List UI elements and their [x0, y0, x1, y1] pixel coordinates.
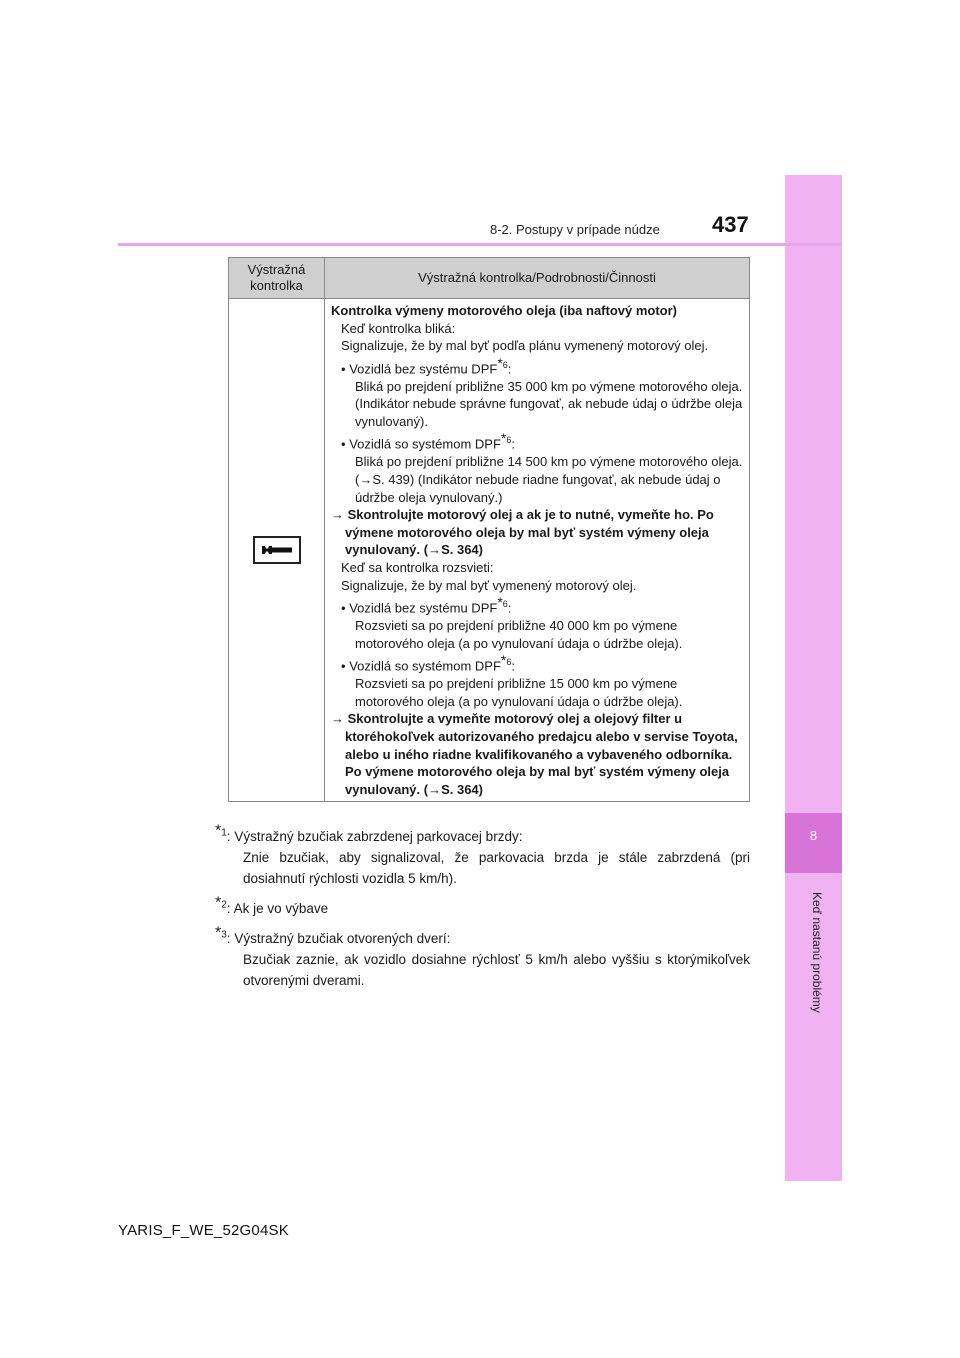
bullet-label: Vozidlá bez systému DPF — [349, 361, 498, 377]
footnote-title: Výstražný bzučiak zabrzdenej parkovacej brzdy: — [234, 829, 523, 844]
footnote-number: 3 — [221, 929, 227, 941]
lit-description: Signalizuje, že by mal byť vymenený motorový olej. — [341, 577, 637, 593]
bullet-body: Bliká po prejdení približne 35 000 km po výmene motorového oleja. (Indikátor nebude správne fungovať, ak nebude údaj o údržbe oleja vynulovaný). — [355, 378, 743, 429]
footnote: *$^2$: Ak je vo výbave — [215, 894, 329, 916]
footnote-ref: 6 — [502, 359, 508, 370]
page-number: 437 — [712, 212, 749, 237]
bullet-mark: • — [341, 600, 346, 616]
footnote-number: 2 — [221, 899, 227, 911]
table-header-row — [229, 258, 750, 299]
footnote-body: Bzučiak zaznie, ak vozidlo dosiahne rýchlosť 5 km/h alebo vyššiu s ktorýmikoľvek otvorenými dverami. — [243, 952, 750, 988]
bullet-label: Vozidlá so systémom DPF — [349, 436, 501, 452]
footnote-ref: 6 — [502, 599, 508, 610]
column-header-light: Výstražná kontrolka — [229, 258, 325, 299]
bullet-mark: • — [341, 436, 346, 452]
footnotes — [215, 822, 750, 1000]
arrow-icon: → — [331, 507, 344, 523]
row-title: Kontrolka výmeny motorového oleja (iba naftový motor) — [331, 303, 677, 318]
arrow-icon: → — [331, 711, 344, 727]
footnote-number: 1 — [221, 827, 227, 839]
action-body: Skontrolujte motorový olej a ak je to nutné, vymeňte ho. Po výmene motorového oleja by mal byť systém výmeny oleja vynulovaný. (→S. 364) — [345, 507, 714, 558]
list-item: • Vozidlá so systémom DPF*$^6$: — [341, 430, 515, 452]
footnote-title: Ak je vo výbave — [233, 901, 329, 916]
bullet-body: Bliká po prejdení približne 14 500 km po výmene motorového oleja. (→S. 439) (Indikátor nebude riadne fungovať, ak nebude údaj o údržbe oleja vynulovaný.) — [355, 454, 743, 505]
footnote: *$^3$: Výstražný bzučiak otvorených dverí: Bzučiak zaznie, ak vozidlo dosiahne rýchlosť 5 km/h alebo vyššiu s ktorýmikoľvek otvorenými dverami. — [215, 928, 750, 991]
bullet-mark: • — [341, 361, 346, 377]
document-code: YARIS_F_WE_52G04SK — [118, 1222, 289, 1239]
lit-label: Keď sa kontrolka rozsvieti: — [341, 559, 494, 575]
header-divider — [118, 243, 842, 246]
flash-label: Keď kontrolka bliká: — [341, 320, 456, 336]
wrench-icon-graphic — [259, 542, 295, 558]
footnote-ref: 6 — [506, 657, 512, 668]
flash-description: Signalizuje, že by mal byť podľa plánu vymenený motorový olej. — [341, 338, 709, 354]
footnote-title: Výstražný bzučiak otvorených dverí: — [234, 931, 451, 946]
footnote-ref: 6 — [506, 435, 512, 446]
column-header-details: Výstražná kontrolka/Podrobnosti/Činnosti — [325, 258, 750, 299]
chapter-title: Keď nastanú problémy — [810, 892, 824, 1013]
footnote: *$^1$: Výstražný bzučiak zabrzdenej parkovacej brzdy: Znie bzučiak, aby signalizoval, že parkovacia brzda je stále zabrzdená (pri dosiahnutí rýchlosti vozidla 5 km/h). — [215, 826, 750, 889]
list-item: • Vozidlá bez systému DPF*$^6$: — [341, 594, 512, 616]
bullet-mark: • — [341, 658, 346, 674]
details-cell — [325, 299, 750, 802]
bullet-label: Vozidlá so systémom DPF — [349, 658, 501, 674]
bullet-body: Rozsvieti sa po prejdení približne 40 000 km po výmene motorového oleja (a po vynulovaní údaja o údržbe oleja). — [355, 618, 683, 651]
action-text — [331, 710, 744, 798]
bullet-label: Vozidlá bez systému DPF — [349, 600, 498, 616]
section-title: 8-2. Postupy v prípade núdze — [490, 222, 660, 237]
chapter-tab-active[interactable] — [785, 813, 842, 873]
wrench-icon — [253, 536, 301, 564]
bullet-body: Rozsvieti sa po prejdení približne 15 000 km po výmene motorového oleja (a po vynulovaní údaja o údržbe oleja). — [355, 676, 683, 709]
table-row — [229, 299, 750, 802]
warning-light-table — [228, 257, 750, 802]
icon-cell — [229, 299, 325, 802]
list-item: • Vozidlá bez systému DPF*$^6$: — [341, 354, 512, 377]
footnote-body: Znie bzučiak, aby signalizoval, že parkovacia brzda je stále zabrzdená (pri dosiahnutí rýchlosti vozidla 5 km/h). — [243, 850, 750, 886]
list-item: • Vozidlá so systémom DPF*$^6$: — [341, 652, 515, 674]
action-text — [331, 506, 744, 559]
action-body: Skontrolujte a vymeňte motorový olej a olejový filter u ktoréhokoľvek autorizovaného predajcu alebo v servise Toyota, alebo u iného riadne kvalifikovaného a vybaveného odborníka. Po výmene motorového oleja by mal byť systém výmeny oleja vynulovaný. (→S. 364) — [345, 711, 738, 797]
chapter-number: 8 — [809, 828, 818, 843]
